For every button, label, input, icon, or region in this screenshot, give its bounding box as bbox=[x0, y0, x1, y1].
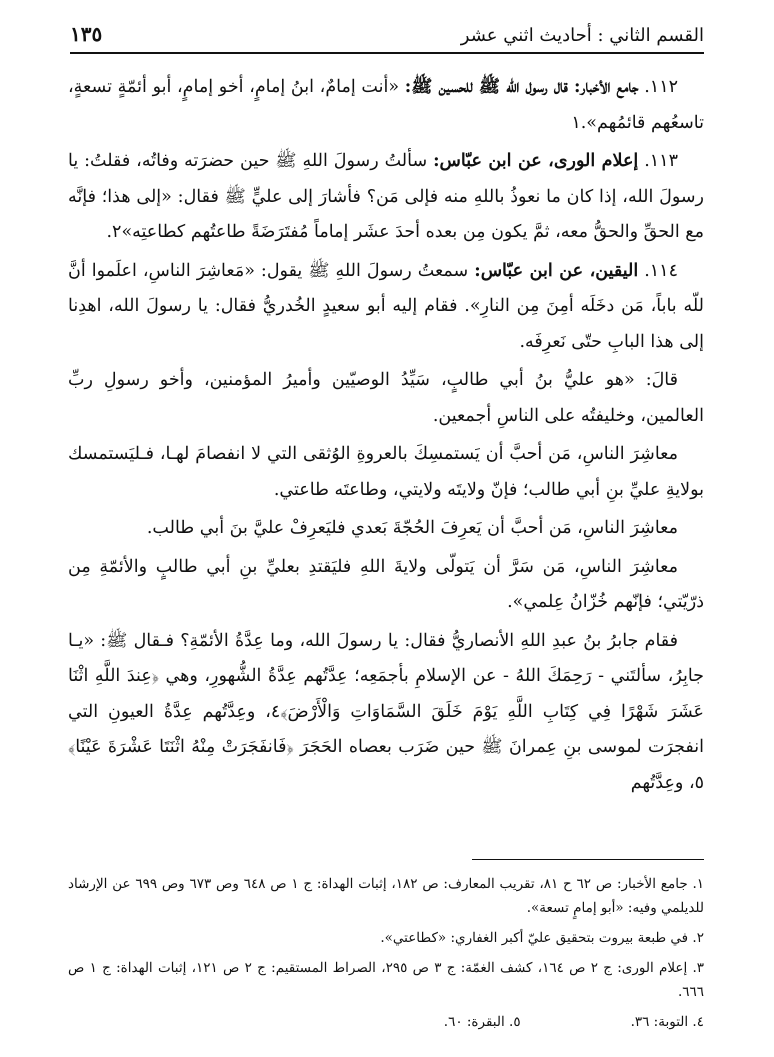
hadith-text: سمعتُ رسولَ اللهِ ﷺ يقول: «مَعاشِرَ الناسِ، اعلَموا أنَّ للّه باباً، مَن دخَلَه أمِنَ مِن النارِ». فقام إليه أبو سعيدٍ الخُدريُّ فقال: يا رسولَ الله، اهدِنا إلى هذا البابِ حتّى نَعرِفَه. bbox=[68, 260, 704, 352]
hadith-text: سألتُ رسولَ اللهِ ﷺ حين حضرَته وفاتُه، فقلتُ: يا رسولَ الله، إذا كان ما نعوذُ باللهِ منه فإلى مَن؟ فأشارَ إلى عليٍّ ﷺ فقال: «إلى هذا؛ فإنَّه مع الحقِّ والحقُّ معه، ثمَّ يكون مِن بعده أحدَ عشَر إماماً مُفتَرَضَةً طاعتُهم كطاعتِه»٢. bbox=[68, 151, 704, 242]
hadith-source: جامع الأخبار: قال رسول الله ﷺ للحسين ﷺ: bbox=[404, 77, 639, 97]
paragraph bbox=[68, 550, 704, 621]
paragraph bbox=[68, 511, 704, 547]
paragraph bbox=[68, 624, 704, 802]
footnote: ٥. البقرة: ٦٠. bbox=[443, 1014, 521, 1030]
paragraph: ١١٢. جامع الأخبار: قال رسول الله ﷺ للحسين ﷺ: «أنت إمامٌ، ابنُ إمامٍ، أخو إمامٍ، أبو أئمّةٍ تسعةٍ، تاسعُهم قائمُهم».١ bbox=[68, 77, 704, 133]
hadith-source: إعلام الورى، عن ابن عبّاس: bbox=[433, 151, 639, 171]
hadith-number: ١١٢ bbox=[649, 77, 678, 97]
paragraph-text: معاشِرَ الناسِ، مَن أحبَّ أن يَعرِفَ الحُجّةَ بَعدي فليَعرِفْ عليَّ بنَ أبي طالب. bbox=[146, 518, 678, 538]
paragraph-text: فقام جابرُ بنُ عبدِ اللهِ الأنصاريُّ فقال: يا رسولَ الله، وما عِدَّةُ الأئمّةِ؟ فـقال ﷺ: «يـا جابِرُ، سألتَني - رَحِمَكَ اللهُ - عن الإسلامِ بأجمَعِه؛ عِدَّتُهم عِدَّةُ الشُّهورِ، وهي ﴿عِندَ اللَّهِ اثْنَا عَشَرَ شَهْرًا فِي كِتَابِ اللَّهِ يَوْمَ خَلَقَ السَّمَاوَاتِ وَالْأَرْضَ﴾٤، وعِدَّتُهم عِدَّةُ العيونِ التي انفجرَت لموسى بنِ عِمرانَ ﷺ حين ضَرَب بعصاه الحَجَرَ ﴿فَانفَجَرَتْ مِنْهُ اثْنَتَا عَشْرَةَ عَيْنًا﴾٥، وعِدَّتُهم bbox=[68, 630, 704, 793]
paragraph bbox=[68, 437, 704, 508]
paragraph-text: معاشِرَ الناسِ، مَن أحبَّ أن يَستمسِكَ بالعروةِ الوُثقى التي لا انفصامَ لهـا، فـليَستمسك بولايةِ عليِّ بنِ أبي طالب؛ فإنّ ولايتَه ولايتي، وطاعتَه طاعتي. bbox=[68, 444, 704, 500]
footnote: ١. جامع الأخبار: ص ٦٢ ح ٨١، تقريب المعارف: ص ١٨٢، إثبات الهداة: ج ١ ص ٦٤٨ وص ٦٧٣ وص ٦٩٩ عن الإرشاد للديلمي وفيه: «أبو إمامٍ تسعة». bbox=[68, 876, 704, 916]
hadith-source: اليقين، عن ابن عبّاس: bbox=[474, 260, 639, 281]
hadith-number: ١١٤ bbox=[649, 260, 678, 281]
paragraph: ١١٤. اليقين، عن ابن عبّاس: سمعتُ رسولَ اللهِ ﷺ يقول: «مَعاشِرَ الناسِ، اعلَموا أنَّ للّه باباً، مَن دخَلَه أمِنَ مِن النارِ». فقام إليه أبو سعيدٍ الخُدريُّ فقال: يا رسولَ الله، اهدِنا إلى هذا البابِ حتّى نَعرِفَه. bbox=[68, 260, 704, 352]
paragraph: ١١٣. إعلام الورى، عن ابن عبّاس: سألتُ رسولَ اللهِ ﷺ حين حضرَته وفاتُه، فقلتُ: يا رسولَ الله، إذا كان ما نعوذُ باللهِ منه فإلى مَن؟ فأشارَ إلى عليٍّ ﷺ فقال: «إلى هذا؛ فإنَّه مع الحقِّ والحقُّ معه، ثمَّ يكون مِن بعده أحدَ عشَر إماماً مُفتَرَضَةً طاعتُهم كطاعتِه»٢. bbox=[68, 151, 704, 242]
page-number: ١٣٥ bbox=[70, 22, 103, 46]
footnote-row bbox=[68, 1010, 704, 1034]
footnote: ٢. في طبعة بيروت بتحقيق عليّ أكبر الغفاري: «كطاعتي». bbox=[380, 930, 704, 946]
footnote-divider bbox=[472, 859, 704, 860]
running-title: القسم الثاني : أحاديث اثني عشر bbox=[460, 25, 704, 46]
main-text bbox=[68, 70, 704, 804]
footnote: ٤. التوبة: ٣٦. bbox=[630, 1014, 704, 1030]
hadith-number: ١١٣ bbox=[649, 151, 678, 171]
paragraph-text: قالَ: «هو عليُّ بنُ أبي طالبٍ، سَيِّدُ الوصيّين وأميرُ المؤمنين، وأخو رسولِ ربِّ العالمين، وخليفتُه على الناسِ أجمعين. bbox=[68, 370, 704, 426]
footnotes bbox=[68, 872, 704, 1040]
paragraph-text: معاشِرَ الناسِ، مَن سَرَّ أن يَتولّى ولايةَ اللهِ فليَقتدِ بعليِّ بنِ أبي طالبٍ والأئمّةِ مِن ذرّيّتي؛ فإنّهم خُزّانُ عِلمي». bbox=[68, 556, 704, 612]
footnote: ٣. إعلام الورى: ج ٢ ص ١٦٤، كشف الغمّة: ج ٣ ص ٢٩٥، الصراط المستقيم: ج ٢ ص ١٢١، إثبات الهداة: ج ١ ص ٦٦٦. bbox=[68, 960, 705, 1000]
running-header bbox=[70, 18, 704, 54]
paragraph bbox=[68, 363, 704, 434]
hadith-text: «أنت إمامٌ، ابنُ إمامٍ، أخو إمامٍ، أبو أئمّةٍ تسعةٍ، تاسعُهم قائمُهم».١ bbox=[68, 77, 704, 133]
